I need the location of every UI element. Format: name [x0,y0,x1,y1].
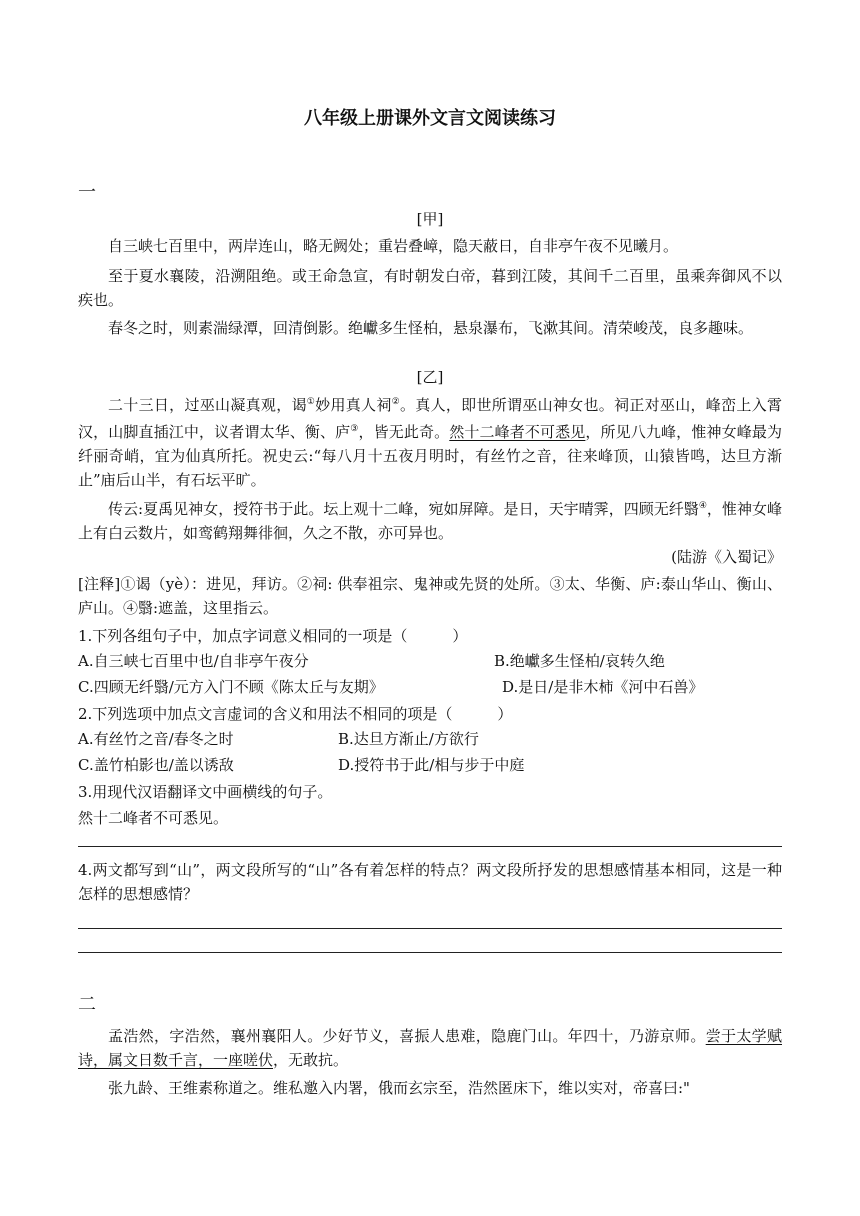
yi-paragraph-1: 二十三日，过巫山凝真观，谒①妙用真人祠②。真人，即世所谓巫山神女也。祠正对巫山，峰峦上入霄汉，山脚直插江中，议者谓太华、衡、庐③，皆无此奇。然十二峰者不可悉见，所见八九峰，惟神女峰最为纤丽奇峭，宜为仙真所托。祝史云:“每八月十五夜月明时，有丝竹之音，往来峰顶，山猿皆鸣，达旦方渐止”庙后山半，有石坛平旷。 [78,396,782,489]
jia-paragraph-2: 至于夏水襄陵，沿溯阻绝。或王命急宣，有时朝发白帝，暮到江陵，其间千二百里，虽乘奔御风不以疾也。 [78,267,782,309]
jia-paragraph-1: 自三峡七百里中，两岸连山，略无阙处；重岩叠嶂，隐天蔽日，自非亭午夜不见曦月。 [108,237,679,255]
q2-option-d: D.授符书于此/相与步于中庭 [338,756,525,774]
question-4: 4.两文都写到“山”，两文段所写的“山”各有着怎样的特点？两文段所抒发的思想感情基本相同，这是一种怎样的思想感情？ [78,861,782,903]
question-2: 2.下列选项中加点文言虚词的含义和用法不相同的项是（ ） [78,705,513,723]
answer-line [78,952,782,953]
q2-option-a: A.有丝竹之音/春冬之时 [78,730,234,748]
q2-option-c: C.盖竹柏影也/盖以诱敌 [78,756,234,774]
question-3-sentence: 然十二峰者不可悉见。 [78,809,229,827]
s2-paragraph-2: 张九龄、王维素称道之。维私邀入内署，俄而玄宗至，浩然匿床下，维以实对，帝喜曰:" [108,1079,690,1097]
q2-option-b: B.达旦方渐止/方欲行 [338,730,479,748]
question-3: 3.用现代汉语翻译文中画横线的句子。 [78,783,333,801]
underlined-sentence: 尝于太学赋诗，属文日数千言，一座嗟伏 [78,1027,782,1069]
answer-line [78,846,782,847]
q1-option-d: D.是日/是非木柿《河中石兽》 [502,678,704,696]
section-one-heading: 一 [78,182,96,203]
s2-paragraph-1: 孟浩然，字浩然，襄州襄阳人。少好节义，喜振人患难，隐鹿门山。年四十，乃游京师。尝于太学赋诗，属文日数千言，一座嗟伏，无敢抗。 [78,1027,782,1069]
question-1: 1.下列各组句子中，加点字词意义相同的一项是（ ） [78,627,468,645]
text-yi-label: [乙] [416,368,444,386]
yi-paragraph-2: 传云:夏禹见神女，授符书于此。坛上观十二峰，宛如屏障。是日，天宇晴霁，四顾无纤翳④，惟神女峰上有白云数片，如鸾鹤翔舞徘徊，久之不散，亦可异也。 [78,500,782,542]
q1-option-b: B.绝巘多生怪柏/哀转久绝 [494,652,665,670]
section-two-heading: 二 [78,994,96,1015]
q1-option-a: A.自三峡七百里中也/自非亭午夜分 [78,652,309,670]
source-citation: (陆游《入蜀记》 [671,548,782,566]
annotation-notes: [注释]①谒（yè）：进见，拜访。②祠: 供奉祖宗、鬼神或先贤的处所。③太、华衡、庐:泰山华山、衡山、庐山。④翳:遮盖，这里指云。 [78,575,782,617]
underlined-sentence: 然十二峰者不可悉见 [449,423,586,441]
page-title: 八年级上册课外文言文阅读练习 [304,108,556,129]
answer-line [78,928,782,929]
text-jia-label: [甲] [416,210,444,228]
q1-option-c: C.四顾无纤翳/元方入门不顾《陈太丘与友期》 [78,678,384,696]
jia-paragraph-3: 春冬之时，则素湍绿潭，回清倒影。绝巘多生怪柏，悬泉瀑布，飞漱其间。清荣峻茂，良多趣味。 [108,319,754,337]
